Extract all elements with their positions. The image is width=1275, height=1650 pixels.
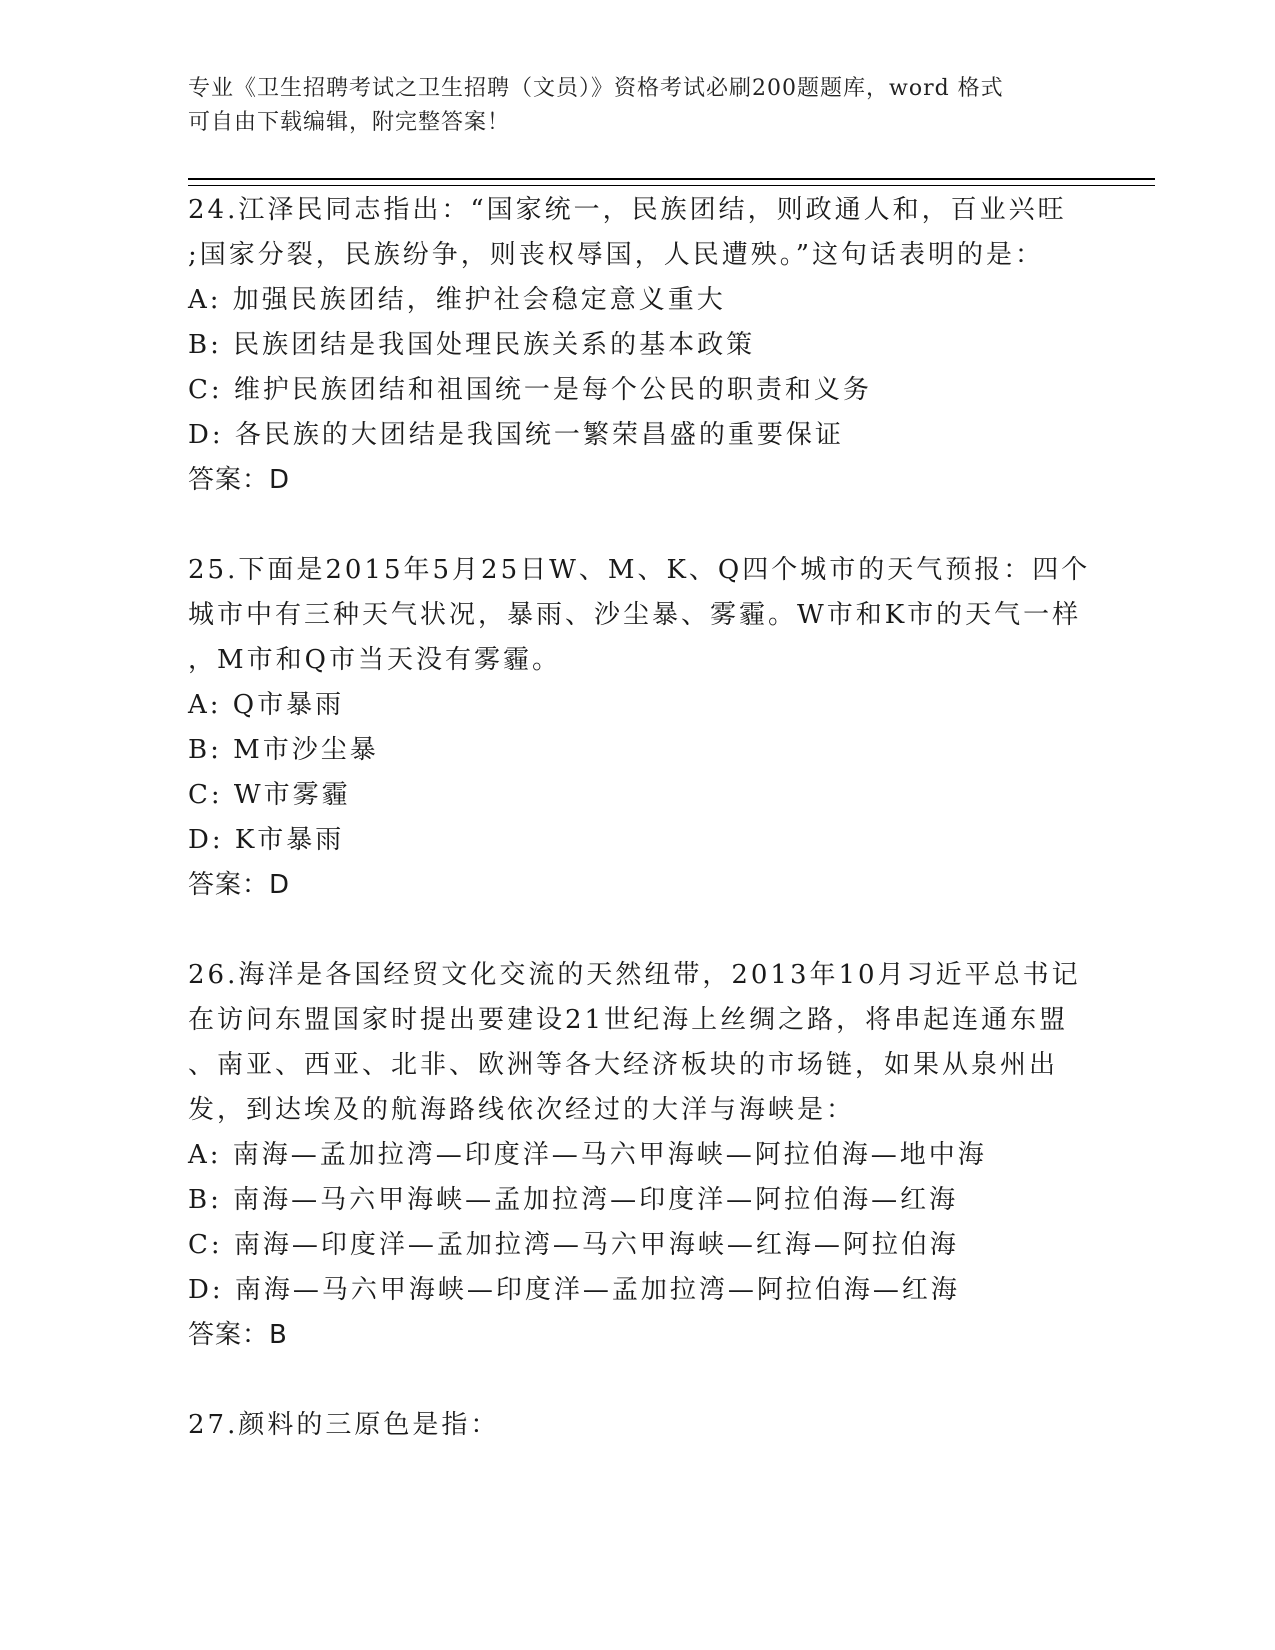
question-text: 、南亚、西亚、北非、欧洲等各大经济板块的市场链，如果从泉州出 bbox=[188, 1050, 1059, 1080]
question-text: 26.海洋是各国经贸文化交流的天然纽带，2013年10月习近平总书记 bbox=[188, 960, 1081, 990]
question-24 bbox=[188, 188, 1088, 503]
question-27 bbox=[188, 1403, 1088, 1448]
answer-key: 答案：D bbox=[188, 465, 291, 495]
question-text: 24.江泽民同志指出：“国家统一，民族团结，则政通人和，百业兴旺 bbox=[188, 195, 1067, 225]
question-list bbox=[188, 188, 1091, 1448]
option-d: D: 各民族的大团结是我国统一繁荣昌盛的重要保证 bbox=[188, 420, 844, 450]
question-text: 在访问东盟国家时提出要建设21世纪海上丝绸之路，将串起连通东盟 bbox=[188, 1005, 1069, 1035]
option-d: D: K市暴雨 bbox=[188, 825, 345, 855]
header-divider-thick bbox=[188, 178, 1155, 180]
question-text: ，M市和Q市当天没有雾霾。 bbox=[188, 645, 561, 675]
header-divider-thin bbox=[188, 185, 1155, 186]
option-d: D: 南海—马六甲海峡—印度洋—孟加拉湾—阿拉伯海—红海 bbox=[188, 1275, 960, 1305]
answer-key: 答案：D bbox=[188, 870, 291, 900]
question-text: 27.颜料的三原色是指： bbox=[188, 1410, 500, 1440]
document-header bbox=[188, 72, 1068, 140]
option-b: B: 南海—马六甲海峡—孟加拉湾—印度洋—阿拉伯海—红海 bbox=[188, 1185, 959, 1215]
option-b: B: M市沙尘暴 bbox=[188, 735, 379, 765]
question-26 bbox=[188, 953, 1088, 1358]
option-a: A: 南海—孟加拉湾—印度洋—马六甲海峡—阿拉伯海—地中海 bbox=[188, 1140, 987, 1170]
question-text: 25.下面是2015年5月25日W、M、K、Q四个城市的天气预报：四个 bbox=[188, 555, 1091, 585]
question-25 bbox=[188, 548, 1091, 908]
question-text: ;国家分裂，民族纷争，则丧权辱国，人民遭殃。”这句话表明的是： bbox=[188, 240, 1045, 270]
option-a: A: 加强民族团结，维护社会稳定意义重大 bbox=[188, 285, 726, 315]
option-c: C: W市雾霾 bbox=[188, 780, 351, 810]
option-a: A: Q市暴雨 bbox=[188, 690, 345, 720]
header-line-1: 专业《卫生招聘考试之卫生招聘（文员）》资格考试必刷200题题库，word 格式 bbox=[188, 76, 1004, 101]
answer-key: 答案：B bbox=[188, 1320, 288, 1350]
header-line-2: 可自由下载编辑，附完整答案！ bbox=[188, 110, 511, 135]
option-c: C: 南海—印度洋—孟加拉湾—马六甲海峡—红海—阿拉伯海 bbox=[188, 1230, 959, 1260]
question-text: 发，到达埃及的航海路线依次经过的大洋与海峡是： bbox=[188, 1095, 856, 1125]
option-c: C: 维护民族团结和祖国统一是每个公民的职责和义务 bbox=[188, 375, 872, 405]
question-text: 城市中有三种天气状况，暴雨、沙尘暴、雾霾。W市和K市的天气一样 bbox=[188, 600, 1082, 630]
option-b: B: 民族团结是我国处理民族关系的基本政策 bbox=[188, 330, 756, 360]
